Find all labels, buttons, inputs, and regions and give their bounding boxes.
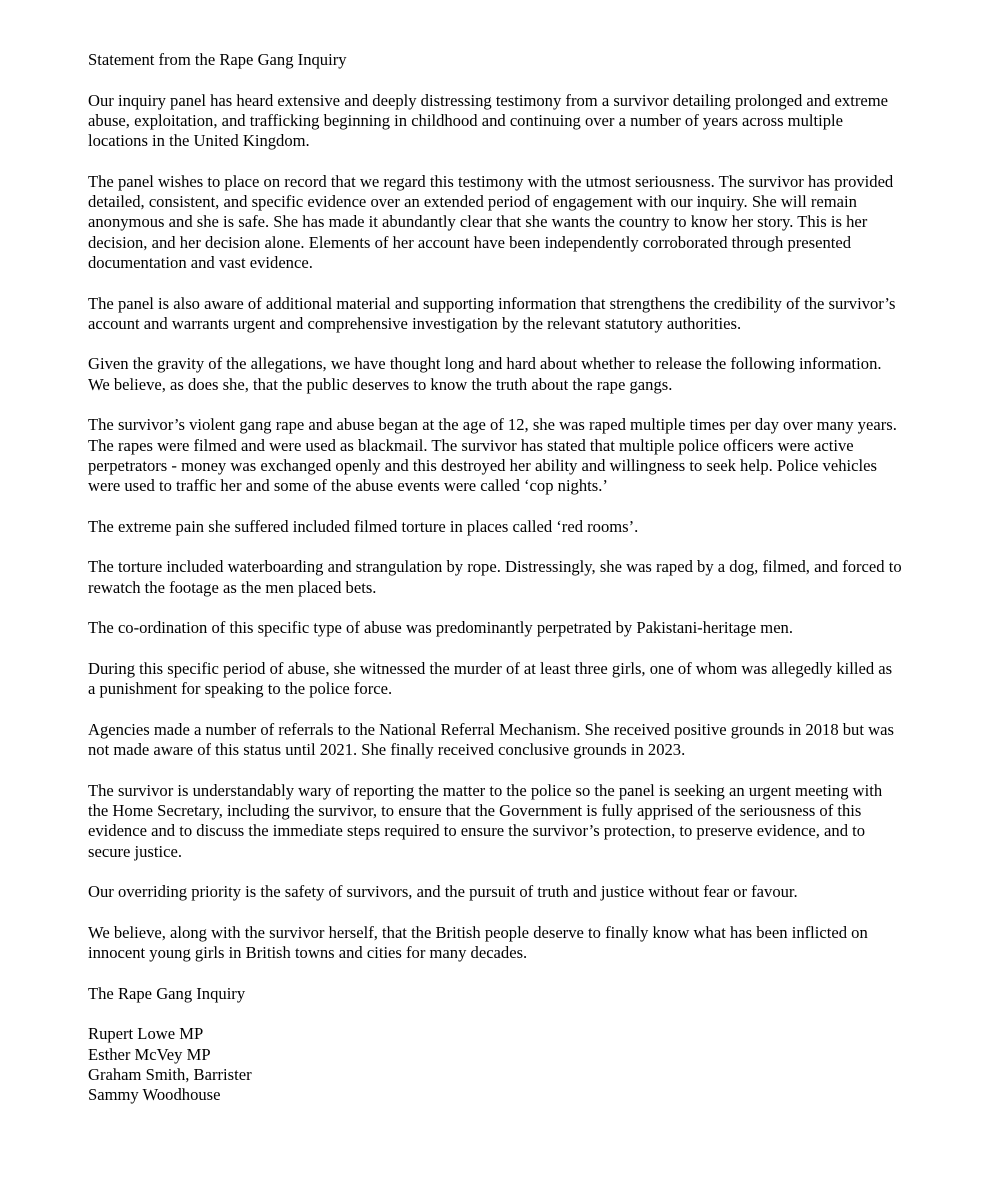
paragraph: We believe, along with the survivor herself, that the British people deserve to finally know what has been inflicted on innocent young girls in British towns and cities for many decades. [88, 922, 868, 963]
signatory: Rupert Lowe MP [88, 1024, 204, 1044]
signatory: Graham Smith, Barrister [88, 1064, 252, 1084]
paragraph: The extreme pain she suffered included filmed torture in places called ‘red rooms’. [88, 516, 639, 536]
paragraph: The torture included waterboarding and strangulation by rope. Distressingly, she was raped by a dog, filmed, and forced to rewatch the footage as the men placed bets. [88, 557, 902, 597]
paragraph: During this specific period of abuse, she witnessed the murder of at least three girls, one of whom was allegedly killed as a punishment for speaking to the police force. [88, 658, 893, 699]
paragraph: The panel wishes to place on record that we regard this testimony with the utmost seriousness. The survivor has provided detailed, consistent, and specific evidence over an extended period of engagement with our inquiry. She will remain anonymous and she is safe. She has made it abundantly clear that she wants the country to know her story. This is her decision, and her decision alone. Elements of her account have been independently corroborated through presented documentation and vast evidence. [88, 171, 894, 272]
signatory: Esther McVey MP [88, 1044, 211, 1064]
closing-line: The Rape Gang Inquiry [88, 983, 246, 1003]
paragraph: Our overriding priority is the safety of survivors, and the pursuit of truth and justice without fear or favour. [88, 882, 798, 902]
paragraph: The panel is also aware of additional material and supporting information that strengthens the credibility of the survivor’s account and warrants urgent and comprehensive investigation by the relevant statutory authorities. [88, 293, 896, 333]
paragraph: Given the gravity of the allegations, we have thought long and hard about whether to release the following information. We believe, as does she, that the public deserves to know the truth about the rape gangs. [88, 354, 882, 394]
paragraph: The co-ordination of this specific type of abuse was predominantly perpetrated by Pakistani-heritage men. [88, 618, 794, 638]
signature-block [88, 1024, 902, 1105]
paragraph: Our inquiry panel has heard extensive and deeply distressing testimony from a survivor detailing prolonged and extreme abuse, exploitation, and trafficking beginning in childhood and continuing over a number of years across multiple locations in the United Kingdom. [88, 90, 888, 151]
paragraph: The survivor is understandably wary of reporting the matter to the police so the panel is seeking an urgent meeting with the Home Secretary, including the survivor, to ensure that the Government is fully apprised of the seriousness of this evidence and to discuss the immediate steps required to ensure the survivor’s protection, to preserve evidence, and to secure justice. [88, 780, 883, 861]
paragraph: The survivor’s violent gang rape and abuse began at the age of 12, she was raped multiple times per day over many years. The rapes were filmed and were used as blackmail. The survivor has stated that multiple police officers were active perpetrators - money was exchanged openly and this destroyed her ability and willingness to seek help. Police vehicles were used to traffic her and some of the abuse events were called ‘cop nights.’ [88, 415, 897, 496]
document-title: Statement from the Rape Gang Inquiry [88, 50, 347, 69]
paragraph: Agencies made a number of referrals to the National Referral Mechanism. She received positive grounds in 2018 but was not made aware of this status until 2021. She finally received conclusive grounds in 2023. [88, 719, 894, 760]
statement-body [88, 50, 902, 1105]
signatory: Sammy Woodhouse [88, 1085, 221, 1105]
